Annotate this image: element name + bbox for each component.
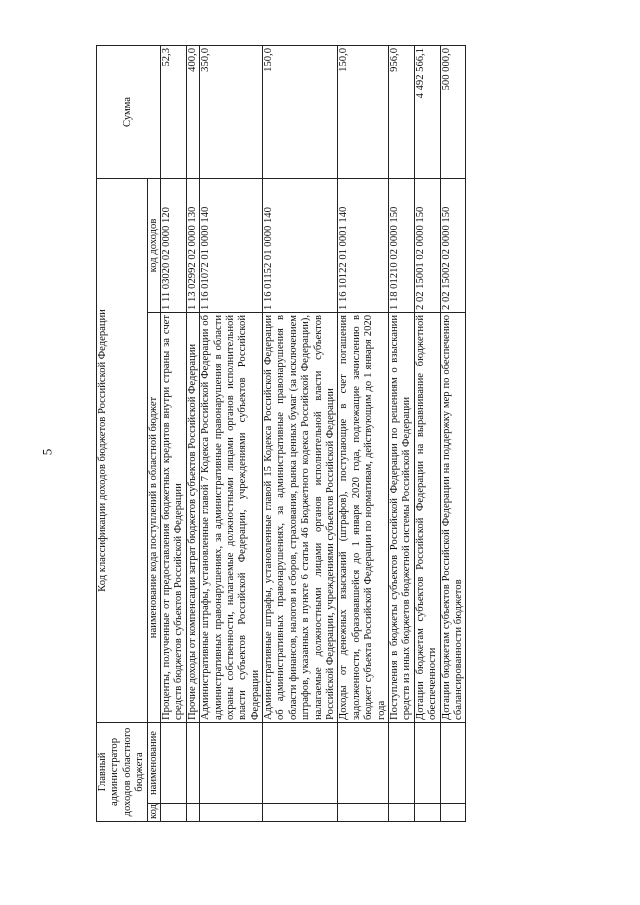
admin-code-cell	[388, 804, 414, 822]
table-row	[160, 45, 186, 821]
sum-cell: 350,0	[200, 45, 263, 178]
admin-code-cell	[440, 804, 466, 822]
sum-cell: 52,3	[160, 45, 186, 178]
table-row	[414, 45, 440, 821]
income-name-cell: Прочие доходы от компенсации затрат бюджетов субъектов Российской Федерации	[186, 313, 199, 723]
income-name-cell: Дотации бюджетам субъектов Российской Федерации на выравнивание бюджетной обеспеченности	[414, 313, 440, 723]
budget-revenue-table	[96, 45, 466, 822]
admin-code-cell	[263, 804, 338, 822]
income-code-cell: 1 16 01152 01 0000 140	[263, 178, 338, 312]
admin-name-cell	[338, 723, 389, 804]
table-row	[388, 45, 414, 821]
header-income-code: код доходов	[147, 178, 160, 312]
admin-name-cell	[200, 723, 263, 804]
header-admin-name: наименование	[147, 723, 160, 804]
header-admin-code: код	[147, 804, 160, 822]
sum-cell: 150,0	[263, 45, 338, 178]
sum-cell: 150,0	[338, 45, 389, 178]
header-admin-group: Главный администратор доходов областного бюджета	[97, 723, 148, 822]
table-row	[338, 45, 389, 821]
sum-cell: 4 492 566,1	[414, 45, 440, 178]
table-row	[440, 45, 466, 821]
admin-name-cell	[186, 723, 199, 804]
admin-code-cell	[200, 804, 263, 822]
admin-code-cell	[338, 804, 389, 822]
admin-code-cell	[186, 804, 199, 822]
income-name-cell: Проценты, полученные от предоставления бюджетных кредитов внутри страны за счет средств бюджетов субъектов Российской Федерации	[160, 313, 186, 723]
sum-cell: 400,0	[186, 45, 199, 178]
rotated-table-wrapper	[96, 46, 596, 822]
income-code-cell: 1 11 03020 02 0000 120	[160, 178, 186, 312]
header-classification-group: Код классификации доходов бюджетов Российской Федерации	[97, 178, 148, 722]
income-code-cell: 1 18 01210 02 0000 150	[388, 178, 414, 312]
income-name-cell: Административные штрафы, установленные главой 7 Кодекса Российской Федерации об административных правонарушениях, за административные правонарушения в области охраны собственности, налагаемые должностными лицами органов исполнительной власти субъектов Российской Федерации, учреждениями субъектов Российской Федерации	[200, 313, 263, 723]
income-code-cell: 2 02 15002 02 0000 150	[440, 178, 466, 312]
income-code-cell: 1 16 10122 01 0001 140	[338, 178, 389, 312]
income-name-cell: Дотации бюджетам субъектов Российской Федерации на поддержку мер по обеспечению сбалансированности бюджетов	[440, 313, 466, 723]
income-code-cell: 1 13 02992 02 0000 130	[186, 178, 199, 312]
admin-code-cell	[414, 804, 440, 822]
header-income-name: наименование кода поступлений в областной бюджет	[147, 313, 160, 723]
table-row	[200, 45, 263, 821]
page-number: 5	[39, 448, 55, 456]
admin-name-cell	[263, 723, 338, 804]
table-row	[263, 45, 338, 821]
income-code-cell: 1 16 01072 01 0000 140	[200, 178, 263, 312]
admin-name-cell	[388, 723, 414, 804]
sum-cell: 956,0	[388, 45, 414, 178]
income-code-cell: 2 02 15001 02 0000 150	[414, 178, 440, 312]
admin-name-cell	[160, 723, 186, 804]
income-name-cell: Поступления в бюджеты субъектов Российской Федерации по решениям о взыскании средств из иных бюджетов бюджетной системы Российской Федерации	[388, 313, 414, 723]
admin-name-cell	[414, 723, 440, 804]
income-name-cell: Доходы от денежных взысканий (штрафов), поступающие в счет погашения задолженности, образовавшейся до 1 января 2020 года, подлежащие зачислению в бюджет субъекта Российской Федерации по нормативам, действующим до 1 января 2020 года	[338, 313, 389, 723]
table-row	[186, 45, 199, 821]
admin-name-cell	[440, 723, 466, 804]
header-sum: Сумма	[97, 45, 161, 178]
admin-code-cell	[160, 804, 186, 822]
income-name-cell: Административные штрафы, установленные главой 15 Кодекса Российской Федерации об административных правонарушениях, за административные правонарушения в области финансов, налогов и сборов, страхования, рынка ценных бумаг (за исключением штрафов, указанных в пункте 6 статьи 46 Бюджетного кодекса Российской Федерации), налагаемые должностными лицами органов исполнительной власти субъектов Российской Федерации, учреждениями субъектов Российской Федерации	[263, 313, 338, 723]
sum-cell: 500 000,0	[440, 45, 466, 178]
